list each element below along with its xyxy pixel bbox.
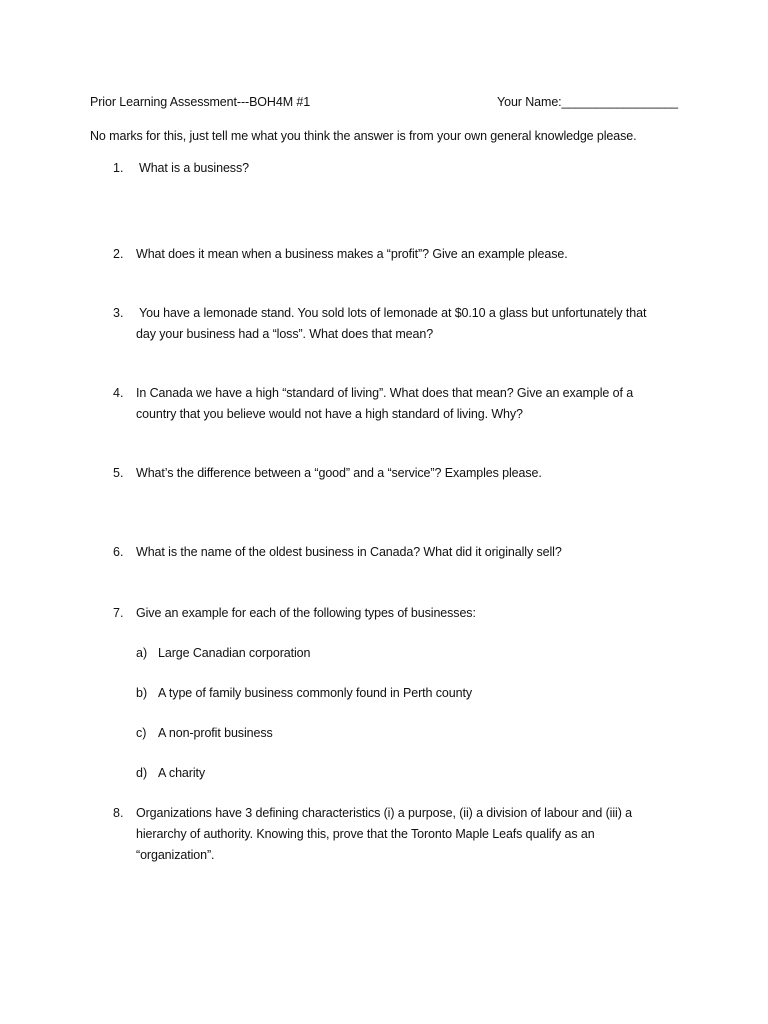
question-text: What does it mean when a business makes a “profit”? Give an example please. [136,247,568,261]
sub-item-letter: a) [136,646,148,660]
question-text: What is the name of the oldest business in Canada? What did it originally sell? [136,545,562,559]
sub-item-text: A type of family business commonly found in Perth county [158,686,473,700]
question-text: Give an example for each of the following types of businesses: [136,606,476,620]
question-number: 5. [113,466,124,480]
question-number: 8. [113,806,124,820]
question-text-line: day your business had a “loss”. What does that mean? [136,327,434,341]
question-text: What’s the difference between a “good” and a “service”? Examples please. [136,466,542,480]
sub-item-letter: d) [136,766,148,780]
question-text-line: “organization”. [136,848,215,862]
sub-item-letter: b) [136,686,148,700]
question-number: 7. [113,606,124,620]
question-number: 2. [113,247,124,261]
question-number: 3. [113,306,124,320]
question-text-line: You have a lemonade stand. You sold lots of lemonade at $0.10 a glass but unfortunately that [139,306,647,320]
question-text: What is a business? [139,161,249,175]
sub-item-text: A non-profit business [158,726,273,740]
instructions: No marks for this, just tell me what you think the answer is from your own general knowledge please. [90,129,637,143]
question-text-line: hierarchy of authority. Knowing this, prove that the Toronto Maple Leafs qualify as an [136,827,595,841]
document-title: Prior Learning Assessment---BOH4M #1 [90,95,311,109]
question-number: 1. [113,161,124,175]
question-text-line: country that you believe would not have a high standard of living. Why? [136,407,523,421]
sub-item-text: A charity [158,766,206,780]
question-text-line: Organizations have 3 defining characteristics (i) a purpose, (ii) a division of labour and (iii) a [136,806,632,820]
question-text-line: In Canada we have a high “standard of living”. What does that mean? Give an example of a [136,386,634,400]
sub-item-text: Large Canadian corporation [158,646,311,660]
question-number: 6. [113,545,124,559]
name-field-label: Your Name:_________________ [497,95,679,109]
question-number: 4. [113,386,124,400]
sub-item-letter: c) [136,726,147,740]
